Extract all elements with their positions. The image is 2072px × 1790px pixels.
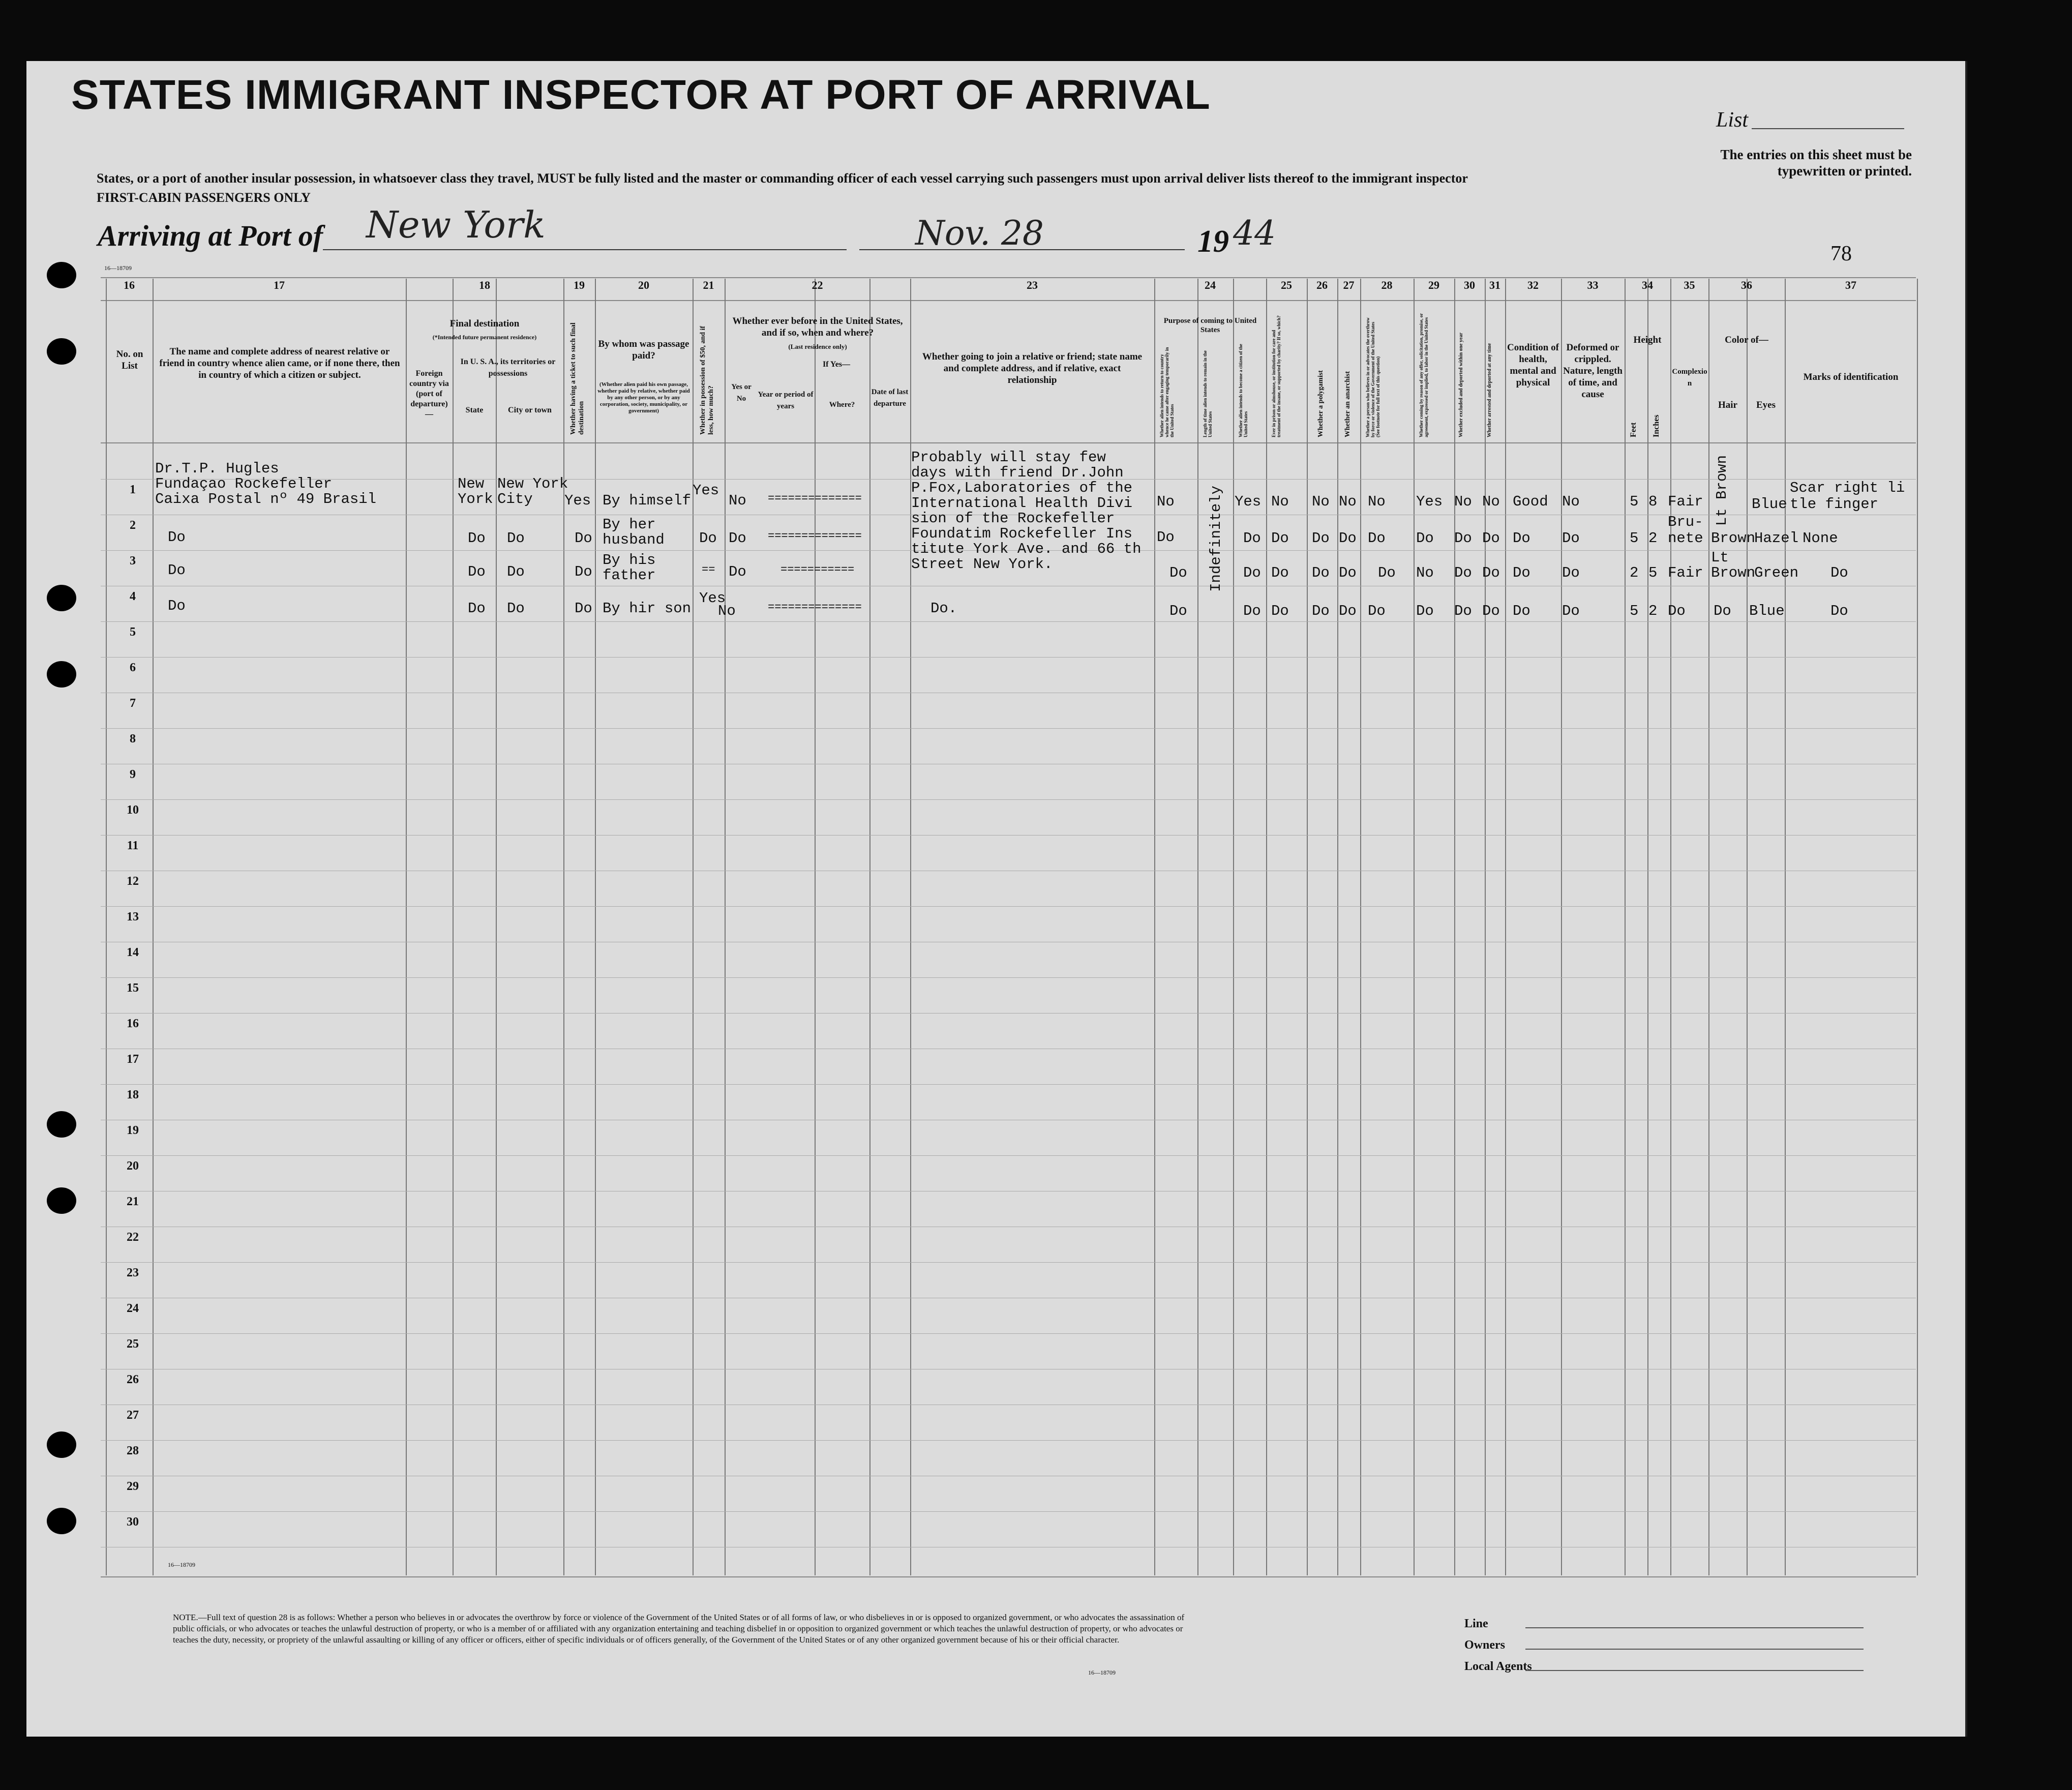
row-number: 8 <box>130 732 136 745</box>
header-passage-note: (Whether alien paid his own passage, whether paid by relative, whether paid by any other person, or by any corporation, society, municipality, or government) <box>597 381 690 414</box>
entry-relative-line: Fundaçao Rockefeller <box>155 475 333 492</box>
row-number: 24 <box>127 1302 139 1315</box>
col-line <box>1625 279 1626 1575</box>
form-number-bottom: 16—18709 <box>168 1561 195 1568</box>
row-rule <box>101 1333 1916 1334</box>
entry-relative: Do <box>168 598 186 614</box>
entry-c28: No <box>1368 493 1386 510</box>
entry-before-us: Do <box>729 563 746 580</box>
row-rule <box>101 1155 1916 1156</box>
entry-inches: 8 <box>1648 493 1658 510</box>
col-line <box>725 279 726 1575</box>
entry-c27: Do <box>1339 603 1357 619</box>
entry-join-line: International Health Divi <box>911 495 1133 512</box>
row-number: 2 <box>130 519 136 532</box>
entry-marks: Do <box>1830 603 1848 619</box>
entry-inches: 2 <box>1648 530 1658 547</box>
col-num-16: 16 <box>124 279 135 291</box>
class-line: FIRST-CABIN PASSENGERS ONLY <box>97 190 311 205</box>
row-number: 9 <box>130 768 136 781</box>
header-hair: Hair <box>1718 400 1737 410</box>
table-bottom-border <box>101 1576 1916 1577</box>
entry-purpose-return: Do <box>1157 529 1175 546</box>
entry-c30: No <box>1454 493 1472 510</box>
entry-possession: Do <box>699 530 717 547</box>
entry-purpose-citizen: Do <box>1243 530 1261 547</box>
col-line <box>1708 279 1709 1575</box>
port-handwritten: New York <box>366 203 546 246</box>
header-city: City or town <box>508 406 552 414</box>
header-purpose-length: Length of time alien intends to remain in the United States <box>1203 350 1213 437</box>
entry-c31: No <box>1482 493 1500 510</box>
page-title: STATES IMMIGRANT INSPECTOR AT PORT OF ARRIVAL <box>71 72 1211 118</box>
col-num-31: 31 <box>1489 279 1500 291</box>
col-line <box>1485 279 1486 1575</box>
entry-marks: Scar right li <box>1790 480 1905 496</box>
row-number: 13 <box>127 910 139 923</box>
header-possession-50: Whether in possession of $50, and if less, how much? <box>699 325 715 435</box>
entry-eyes: Blue <box>1749 603 1785 619</box>
entry-c26: Do <box>1312 564 1330 581</box>
col-num-34: 34 <box>1642 279 1653 291</box>
col-num-18: 18 <box>479 279 490 291</box>
binder-hole <box>47 262 76 288</box>
form-number-footnote: 16—18709 <box>1088 1669 1116 1676</box>
entry-city: Do <box>507 530 525 547</box>
entry-before-us: No <box>729 492 746 509</box>
form-number-top: 16—18709 <box>104 264 132 272</box>
entry-c27: No <box>1339 493 1357 510</box>
entry-deformed: No <box>1562 493 1580 510</box>
entry-city: Do <box>507 600 525 617</box>
row-number: 22 <box>127 1231 139 1244</box>
entry-hair: Do <box>1714 603 1731 619</box>
header-year-period: Year or period of years <box>758 391 814 410</box>
entry-c26: Do <box>1312 530 1330 547</box>
entry-before-dashes: ============== <box>768 530 862 543</box>
header-join-relative: Whether going to join a relative or friend; state name and complete address, and if relative, exact relationship <box>922 351 1143 385</box>
binder-hole <box>47 338 76 365</box>
col-line <box>1505 279 1506 1575</box>
header-anarchist: Whether an anarchist <box>1344 371 1352 437</box>
entry-c27: Do <box>1339 530 1357 547</box>
row-rule <box>101 657 1916 658</box>
entry-feet: 5 <box>1630 530 1639 547</box>
col-num-17: 17 <box>274 279 285 291</box>
header-polygamist: Whether a polygamist <box>1317 370 1325 437</box>
entry-join-line: Street New York. <box>911 556 1053 573</box>
row-number: 20 <box>127 1159 139 1173</box>
col-line <box>595 279 596 1575</box>
entry-c29: Yes <box>1416 493 1443 510</box>
col-num-23: 23 <box>1027 279 1038 291</box>
header-purpose-citizen: Whether alien intends to become a citizen of the United States <box>1238 344 1248 437</box>
col-line <box>815 279 816 1575</box>
entry-deformed: Do <box>1562 564 1580 581</box>
instruction-text: States, or a port of another insular possession, in whatsoever class they travel, MUST be fully listed and the master or commanding officer of each vessel carrying such passengers must upon arrival deliver lists thereof to the immigrant inspector <box>97 171 1468 186</box>
row-number: 29 <box>127 1480 139 1493</box>
entry-purpose-citizen: Yes <box>1235 493 1262 510</box>
binder-hole <box>47 585 76 611</box>
entry-state: Do <box>468 600 486 617</box>
entry-relative-line: Caixa Postal nº 49 Brasil <box>155 491 377 508</box>
row-number: 19 <box>127 1124 139 1137</box>
entry-city: Do <box>507 563 525 580</box>
header-purpose: Purpose of coming to United States <box>1163 317 1257 334</box>
header-feet: Feet <box>1629 422 1638 437</box>
table-top-border <box>101 277 1916 278</box>
entry-c31: Do <box>1482 603 1500 619</box>
local-agents-label: Local Agents <box>1464 1660 1532 1673</box>
entry-c26: Do <box>1312 603 1330 619</box>
entry-health: Do <box>1513 564 1530 581</box>
row-number: 21 <box>127 1195 139 1208</box>
col-num-21: 21 <box>703 279 714 291</box>
binder-hole <box>47 1508 76 1534</box>
entry-complexion: nete <box>1668 530 1703 547</box>
entry-possession: Yes <box>699 590 726 607</box>
entry-feet: 5 <box>1630 603 1639 619</box>
entry-paid-by: By her <box>603 516 656 533</box>
row-number: 3 <box>130 554 136 568</box>
entry-c29: No <box>1416 564 1434 581</box>
row-rule <box>101 1511 1916 1512</box>
header-no-on-list: No. on List <box>116 349 143 371</box>
col-line <box>693 279 694 1575</box>
entry-c29: Do <box>1416 603 1434 619</box>
col-line <box>1337 279 1338 1575</box>
entry-c30: Do <box>1454 603 1472 619</box>
row-rule <box>101 906 1916 907</box>
entry-state: Do <box>468 563 486 580</box>
entry-c31: Do <box>1482 530 1500 547</box>
header-yes-or-no: Yes or No <box>731 383 752 403</box>
col-num-22: 22 <box>812 279 823 291</box>
list-line <box>1752 128 1904 129</box>
binder-hole <box>47 1187 76 1214</box>
entry-city: City <box>497 491 533 508</box>
entry-purpose-citizen: Do <box>1243 564 1261 581</box>
entry-c26: No <box>1312 493 1330 510</box>
owners-label: Owners <box>1464 1638 1505 1652</box>
entry-c28: Do <box>1378 564 1396 581</box>
entry-paid-by: By hir son <box>603 600 692 617</box>
entries-note: The entries on this sheet must be typewritten or printed. <box>1720 147 1912 178</box>
entry-state: Do <box>468 530 486 547</box>
header-eyes: Eyes <box>1756 400 1776 410</box>
row-number: 17 <box>127 1053 139 1066</box>
row-number: 6 <box>130 661 136 674</box>
row-number: 23 <box>127 1266 139 1279</box>
col-line <box>1670 279 1671 1575</box>
col-line <box>1747 279 1748 1575</box>
col-line <box>1647 279 1648 1575</box>
footnote-question-28: NOTE.—Full text of question 28 is as follows: Whether a person who believes in or advocates the overthrow by force or violence of the Government of the United States or of all forms of law, or who disbelieves in or is opposed to organized government, or who advocates the assassination of public officials, or who advocates or teaches the unlawful destruction of property, or who is a member of or affiliated with any organization entertaining and teaching disbelief in or opposition to organized government or which teaches the unlawful destruction of property, or who advocates or teaches the duty, necessity, or propriety of the unlawful assaulting or killing of any officer or officers, either of specific individuals or of officers generally, of the Government of the United States or of any other organized government because of his or their official character. <box>173 1613 1185 1645</box>
entry-join-line: titute York Ave. and 66 th <box>911 541 1142 557</box>
header-if-yes: If Yes— <box>822 360 851 369</box>
row-number: 25 <box>127 1337 139 1351</box>
row-number: 15 <box>127 981 139 995</box>
row-rule <box>101 835 1916 836</box>
header-in-usa: In U. S. A., its territories or possessions <box>460 357 556 378</box>
entry-c27: Do <box>1339 564 1357 581</box>
col-line <box>1154 279 1155 1575</box>
entry-purpose-return: Do <box>1169 603 1187 619</box>
header-complexion: Complexion <box>1672 368 1707 387</box>
row-number: 27 <box>127 1409 139 1422</box>
entry-c29: Do <box>1416 530 1434 547</box>
entry-marks: None <box>1803 530 1838 547</box>
col-num-19: 19 <box>574 279 585 291</box>
col-line <box>1266 279 1267 1575</box>
header-ticket: Whether having a ticket to such final destination <box>569 322 585 435</box>
col-line <box>1233 279 1234 1575</box>
header-state: State <box>465 406 484 414</box>
row-number: 14 <box>127 946 139 959</box>
row-number: 30 <box>127 1515 139 1529</box>
header-before-us-note: (Last residence only) <box>788 343 847 350</box>
entry-before-us: Do <box>729 530 746 547</box>
col-line <box>453 279 454 1575</box>
entry-complexion: Do <box>1668 603 1686 619</box>
binder-hole <box>47 1111 76 1138</box>
entry-health: Do <box>1513 530 1530 547</box>
col-num-27: 27 <box>1343 279 1355 291</box>
entry-join-line: Probably will stay few <box>911 449 1106 466</box>
entry-eyes: Hazel <box>1754 530 1799 547</box>
col-line <box>1454 279 1455 1575</box>
entry-c28: Do <box>1368 530 1386 547</box>
entry-ticket: Do <box>575 600 592 617</box>
entry-c31: Do <box>1482 564 1500 581</box>
manifest-sheet <box>26 61 1967 1737</box>
entry-deformed: Do <box>1562 530 1580 547</box>
binder-hole <box>47 1431 76 1458</box>
entry-ticket: Yes <box>564 492 591 509</box>
header-final-destination-note: (*Intended future permanent residence) <box>432 334 537 341</box>
entry-c28: Do <box>1368 603 1386 619</box>
col-line <box>1360 279 1361 1575</box>
entry-join: Do. <box>930 600 957 617</box>
entry-health: Good <box>1513 493 1548 510</box>
entry-join-line: days with friend Dr.John <box>911 464 1124 481</box>
entry-hair: Lt Brown <box>1714 455 1730 526</box>
col-num-30: 30 <box>1464 279 1475 291</box>
entry-c30: Do <box>1454 564 1472 581</box>
header-foreign-country: Foreign country via (port of departure)— <box>409 369 449 419</box>
col-line <box>1197 279 1198 1575</box>
line-label: Line <box>1464 1617 1488 1630</box>
entry-purpose-return: Do <box>1169 564 1187 581</box>
row-rule <box>101 728 1916 729</box>
entry-eyes: Green <box>1754 564 1799 581</box>
line-signature-line <box>1525 1627 1864 1628</box>
owners-signature-line <box>1525 1649 1864 1650</box>
entry-paid-by: husband <box>603 531 665 548</box>
col-line <box>563 279 564 1575</box>
col-line <box>1917 279 1918 1575</box>
header-height: Height <box>1633 335 1662 345</box>
entry-ticket: Do <box>575 563 592 580</box>
col-line <box>1561 279 1562 1575</box>
entry-state: York <box>458 491 493 508</box>
col-num-36: 36 <box>1741 279 1752 291</box>
row-number: 7 <box>130 697 136 710</box>
col-line <box>153 279 154 1575</box>
header-marks: Marks of identification <box>1803 372 1899 382</box>
binder-hole <box>47 661 76 688</box>
entry-relative: Do <box>168 562 186 579</box>
row-number: 18 <box>127 1088 139 1101</box>
header-prison: Ever in prison or almshouse, or institution for care and treatment of the insane, or supported by charity? If so, which? <box>1271 315 1281 437</box>
entry-before-us: No <box>718 603 736 619</box>
header-where: Where? <box>829 401 855 409</box>
row-number: 12 <box>127 875 139 888</box>
year-prefix: 19 <box>1197 224 1229 259</box>
entry-before-dashes: ============== <box>768 601 862 614</box>
entry-state: New <box>458 475 485 492</box>
entry-purpose-return: No <box>1157 493 1175 510</box>
page-number: 78 <box>1830 242 1852 265</box>
col-line <box>869 279 870 1575</box>
entry-c25: Do <box>1271 564 1289 581</box>
entry-marks: tle finger <box>1790 496 1879 513</box>
entry-join-line: Foundatim Rockefeller Ins <box>911 525 1133 542</box>
entry-paid-by: father <box>603 567 656 584</box>
header-relative-address: The name and complete address of nearest relative or friend in country whence alien came, or if none there, then in country of which a citizen or subject. <box>159 346 400 380</box>
col-num-33: 33 <box>1587 279 1599 291</box>
col-line <box>1307 279 1308 1575</box>
entry-paid-by: By his <box>603 552 656 569</box>
col-line <box>1414 279 1415 1575</box>
row-number: 11 <box>127 839 139 852</box>
header-inches: Inches <box>1652 414 1661 437</box>
col-num-20: 20 <box>638 279 649 291</box>
entry-purpose-citizen: Do <box>1243 603 1261 619</box>
row-number: 4 <box>130 590 136 603</box>
entry-paid-by: By himself <box>603 492 692 509</box>
row-rule <box>101 1440 1916 1441</box>
row-number: 28 <box>127 1444 139 1457</box>
header-health: Condition of health, mental and physical <box>1507 342 1559 388</box>
row-number: 10 <box>127 803 139 817</box>
year-handwritten: 44 <box>1233 214 1276 253</box>
entry-inches: 5 <box>1648 564 1658 581</box>
entry-possession: Yes <box>693 482 719 499</box>
row-number: 26 <box>127 1373 139 1386</box>
col-line <box>1785 279 1786 1575</box>
entry-city: New York <box>497 475 568 492</box>
entry-c25: Do <box>1271 603 1289 619</box>
header-final-destination: Final destination <box>449 318 520 329</box>
entry-possession: == <box>702 563 715 576</box>
entry-complexion: Fair <box>1668 493 1703 510</box>
row-number: 1 <box>130 483 136 496</box>
col-line <box>406 279 407 1575</box>
col-num-32: 32 <box>1527 279 1539 291</box>
agents-signature-line <box>1525 1670 1864 1671</box>
entry-inches: 2 <box>1648 603 1658 619</box>
col-num-35: 35 <box>1684 279 1695 291</box>
column-number-divider <box>101 300 1916 301</box>
entry-relative: Do <box>168 529 186 546</box>
col-num-28: 28 <box>1381 279 1393 291</box>
col-num-24: 24 <box>1205 279 1216 291</box>
entry-health: Do <box>1513 603 1530 619</box>
col-num-26: 26 <box>1316 279 1328 291</box>
arriving-label: Arriving at Port of <box>98 219 323 252</box>
entry-marks: Do <box>1830 564 1848 581</box>
header-color-of: Color of— <box>1725 335 1768 345</box>
port-line <box>323 249 847 250</box>
entry-purpose-length: Indefinitely <box>1208 486 1224 592</box>
entry-ticket: Do <box>575 530 592 547</box>
entry-feet: 2 <box>1630 564 1639 581</box>
entry-join-line: sion of the Rockefeller <box>911 510 1115 527</box>
row-rule <box>101 977 1916 978</box>
header-passage-paid: By whom was passage paid? <box>598 339 689 361</box>
entry-c30: Do <box>1454 530 1472 547</box>
entry-complexion: Bru- <box>1668 514 1703 530</box>
entry-before-dashes: ============== <box>768 492 862 505</box>
entry-c25: No <box>1271 493 1289 510</box>
entry-join-line: P.Fox,Laboratories of the <box>911 480 1133 496</box>
col-num-29: 29 <box>1428 279 1439 291</box>
header-date-departure: Date of last departure <box>871 388 909 408</box>
header-arrested: Whether arrested and deported at any time <box>1487 343 1492 437</box>
entry-relative-line: Dr.T.P. Hugles <box>155 460 279 477</box>
entry-hair: Brown <box>1711 564 1756 581</box>
list-label: List <box>1716 108 1749 132</box>
entry-hair: Brown <box>1711 530 1756 547</box>
entry-complexion: Fair <box>1668 564 1703 581</box>
row-number: 16 <box>127 1017 139 1030</box>
header-labor-offer: Whether coming by reason of any offer, solicitation, promise, or agreement, expressed or implied, to labor in the United States <box>1419 313 1429 437</box>
col-line <box>106 279 107 1575</box>
entry-feet: 5 <box>1630 493 1639 510</box>
header-before-us: Whether ever before in the United States, and if so, when and where? <box>732 316 903 338</box>
entry-c25: Do <box>1271 530 1289 547</box>
header-deformed: Deformed or crippled. Nature, length of time, and cause <box>1563 342 1623 400</box>
row-number: 5 <box>130 625 136 639</box>
col-num-37: 37 <box>1845 279 1856 291</box>
col-num-25: 25 <box>1281 279 1292 291</box>
entry-before-dashes: =========== <box>780 563 855 576</box>
header-purpose-return: Whether alien intends to return to country whence he came after engaging temporarily in the United States <box>1159 347 1175 437</box>
entry-deformed: Do <box>1562 603 1580 619</box>
date-handwritten: Nov. 28 <box>915 214 1044 253</box>
entry-eyes: Blue <box>1752 496 1787 513</box>
entry-hair: Lt <box>1711 549 1729 566</box>
col-line <box>496 279 497 1575</box>
row-rule <box>101 1262 1916 1263</box>
row-rule <box>101 1084 1916 1085</box>
row-rule <box>101 799 1916 800</box>
header-overthrow: Whether a person who believes in or advocates the overthrow by force or violence of the Government of the United States (See footnote for full text of this question) <box>1365 317 1380 437</box>
row-rule <box>101 621 1916 622</box>
header-excluded: Whether excluded and deported within one year <box>1458 333 1464 437</box>
header-bottom-border <box>101 442 1916 443</box>
